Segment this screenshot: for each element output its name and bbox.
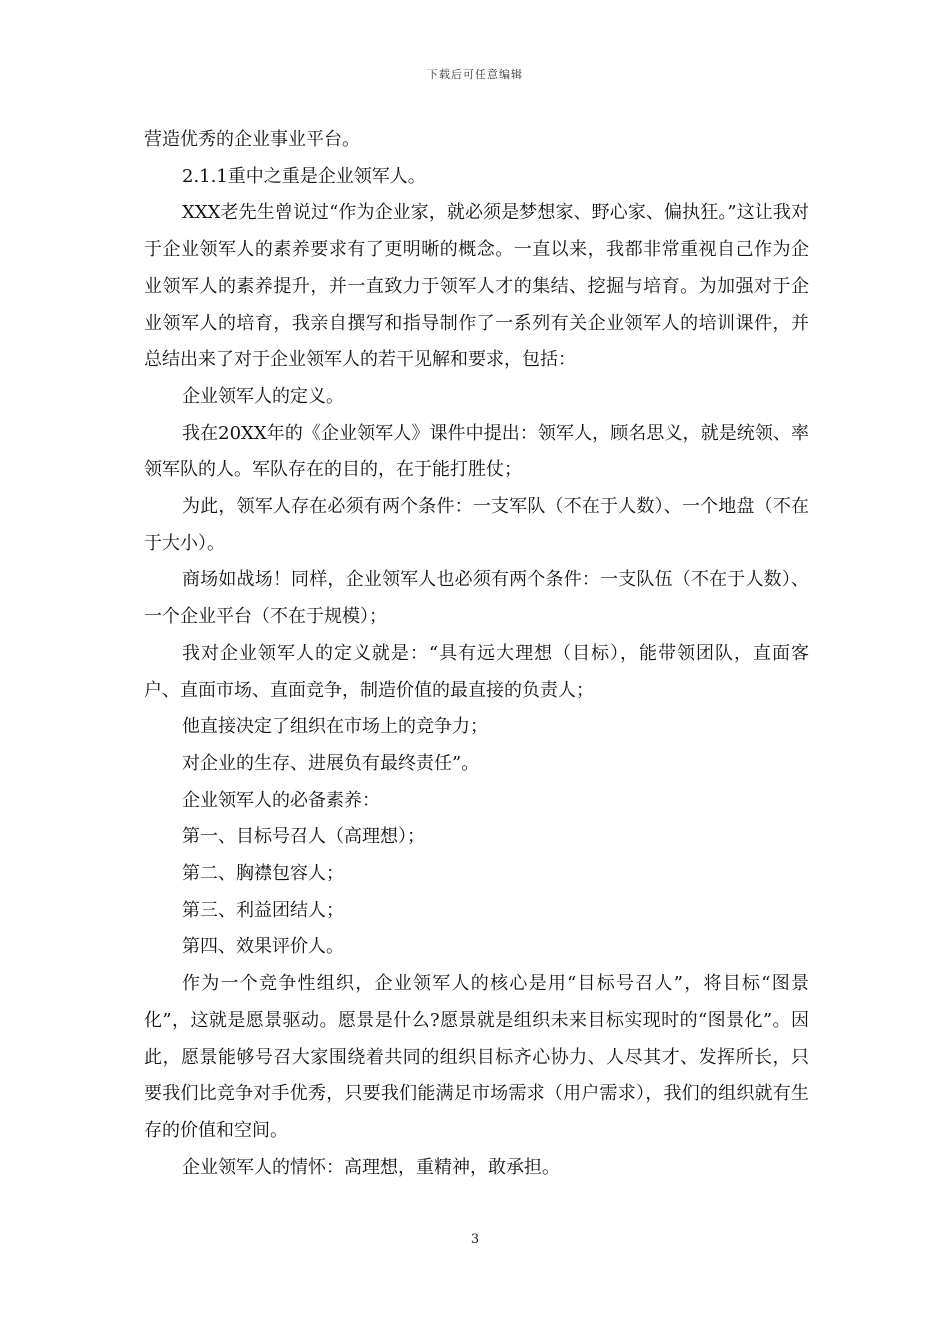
paragraph: 对企业的生存、进展负有最终责任”。 bbox=[182, 752, 480, 774]
paragraph: 我在20XX年的《企业领军人》课件中提出：领军人，顾名思义，就是统领、率领军队的人。军队存在的目的，在于能打胜仗； bbox=[144, 422, 809, 481]
paragraph: 为此，领军人存在必须有两个条件：一支军队（不在于人数）、一个地盘（不在于大小）。 bbox=[144, 496, 809, 554]
paragraph: 作为一个竞争性组织，企业领军人的核心是用“目标号召人”，将目标“图景化”，这就是愿景驱动。愿景是什么?愿景就是组织未来目标实现时的“图景化”。因此，愿景能够号召大家围绕着共同的组织目标齐心协力、人尽其才、发挥所长，只要我们比竞争对手优秀，只要我们能满足市场需求（用户需求），我们的组织就有生存的价值和空间。 bbox=[144, 973, 809, 1141]
paragraph: 营造优秀的企业事业平台。 bbox=[144, 129, 360, 150]
paragraph: 他直接决定了组织在市场上的竞争力； bbox=[182, 716, 488, 738]
paragraph: 企业领军人的情怀：高理想，重精神，敢承担。 bbox=[182, 1156, 560, 1178]
paragraph: 企业领军人的定义。 bbox=[182, 385, 344, 407]
page-header: 下载后可任意编辑 bbox=[427, 68, 523, 81]
list-item: 第一、目标号召人（高理想）； bbox=[182, 826, 425, 848]
list-item: 第三、利益团结人； bbox=[182, 899, 344, 921]
paragraph: 我对企业领军人的定义就是：“具有远大理想（目标），能带领团队，直面客户、直面市场、直面竞争，制造价值的最直接的负责人； bbox=[144, 642, 809, 701]
list-item: 第四、效果评价人。 bbox=[182, 936, 344, 958]
paragraph: 商场如战场！同样，企业领军人也必须有两个条件：一支队伍（不在于人数）、一个企业平台（不在于规模）； bbox=[144, 569, 809, 628]
page-number: 3 bbox=[470, 1232, 480, 1247]
section-heading: 2.1.1重中之重是企业领军人。 bbox=[182, 165, 426, 187]
paragraph: XXX老先生曾说过“作为企业家，就必须是梦想家、野心家、偏执狂。”这让我对于企业领军人的素养要求有了更明晰的概念。一直以来，我都非常重视自己作为企业领军人的素养提升，并一直致力于领军人才的集结、挖掘与培育。为加强对于企业领军人的培育，我亲自撰写和指导制作了一系列有关企业领军人的培训课件，并总结出来了对于企业领军人的若干见解和要求，包括： bbox=[144, 202, 809, 371]
document-body bbox=[144, 122, 809, 1186]
paragraph: 企业领军人的必备素养： bbox=[182, 789, 380, 811]
list-item: 第二、胸襟包容人； bbox=[182, 863, 344, 885]
